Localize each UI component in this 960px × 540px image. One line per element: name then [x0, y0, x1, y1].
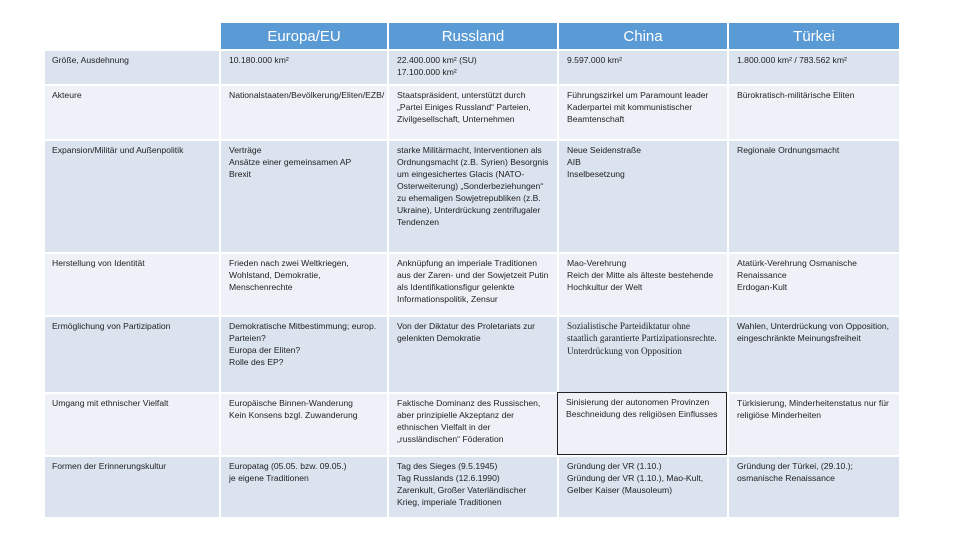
table-cell: 1.800.000 km² / 783.562 km² [727, 49, 899, 84]
table-cell: Europäische Binnen-Wanderung Kein Konsens bzgl. Zuwanderung [219, 392, 387, 455]
table-cell: Nationalstaaten/Bevölkerung/Eliten/EZB/ [219, 84, 387, 139]
table-cell: Frieden nach zwei Weltkriegen, Wohlstand, Demokratie, Menschenrechte [219, 252, 387, 315]
column-header-china: China [557, 21, 727, 49]
row-label: Expansion/Militär und Außenpolitik [43, 139, 219, 252]
table-cell: Verträge Ansätze einer gemeinsamen AP Brexit [219, 139, 387, 252]
table-cell: Mao-Verehrung Reich der Mitte als älteste bestehende Hochkultur der Welt [557, 252, 727, 315]
table-cell: 22.400.000 km² (SU) 17.100.000 km² [387, 49, 557, 84]
table-cell: Gründung der VR (1.10.) Gründung der VR (1.10.), Mao-Kult, Gelber Kaiser (Mausoleum) [557, 455, 727, 517]
row-label: Größe, Ausdehnung [43, 49, 219, 84]
table-cell: Von der Diktatur des Proletariats zur gelenkten Demokratie [387, 315, 557, 392]
table-cell: Neue Seidenstraße AIB Inselbesetzung [557, 139, 727, 252]
table-cell: Faktische Dominanz des Russischen, aber prinzipielle Akzeptanz der ethnischen Vielfalt in der „russländischen“ Föderation [387, 392, 557, 455]
table-cell: Europatag (05.05. bzw. 09.05.) je eigene Traditionen [219, 455, 387, 517]
table-cell: Tag des Sieges (9.5.1945) Tag Russlands (12.6.1990) Zarenkult, Großer Vaterländischer Krieg, imperiale Traditionen [387, 455, 557, 517]
column-header-tuerkei: Türkei [727, 21, 899, 49]
table-cell: Atatürk-Verehrung Osmanische Renaissance Erdogan-Kult [727, 252, 899, 315]
table-cell: Anknüpfung an imperiale Traditionen aus der Zaren- und der Sowjetzeit Putin als Identifikationsfigur gelenkte Informationspolitik, Zensur [387, 252, 557, 315]
table-cell: Demokratische Mitbestimmung; europ. Parteien? Europa der Eliten? Rolle des EP? [219, 315, 387, 392]
column-header-europa: Europa/EU [219, 21, 387, 49]
table-cell: Regionale Ordnungsmacht [727, 139, 899, 252]
row-label: Umgang mit ethnischer Vielfalt [43, 392, 219, 455]
table-cell: 10.180.000 km² [219, 49, 387, 84]
column-header-russland: Russland [387, 21, 557, 49]
table-cell: 9.597.000 km² [557, 49, 727, 84]
table-cell: Türkisierung, Minderheitenstatus nur für religiöse Minderheiten [727, 392, 899, 455]
table-cell: starke Militärmacht, Interventionen als Ordnungsmacht (z.B. Syrien) Besorgnis um eingesichertes Glacis (NATO-Osterweiterung) „Sonderbeziehungen“ zu ehemaligen Sowjetrepubliken (z.B. Ukraine), Unterdrückung zentrifugaler Tendenzen [387, 139, 557, 252]
table-cell: Staatspräsident, unterstützt durch „Partei Einiges Russland“ Parteien, Zivilgesellschaft, Unternehmen [387, 84, 557, 139]
row-label: Formen der Erinnerungskultur [43, 455, 219, 517]
table-cell: Bürokratisch-militärische Eliten [727, 84, 899, 139]
table-cell: Gründung der Türkei, (29.10.); osmanische Renaissance [727, 455, 899, 517]
table-cell: Führungszirkel um Paramount leader Kaderpartei mit kommunistischer Beamtenschaft [557, 84, 727, 139]
comparison-table [43, 21, 899, 517]
header-corner [43, 21, 219, 49]
table-cell: Sinisierung der autonomen Provinzen Beschneidung des religiösen Einflusses [557, 392, 727, 455]
table-cell: Sozialistische Parteidiktatur ohne staatlich garantierte Partizipationsrechte. Unterdrückung von Opposition [557, 315, 727, 392]
row-label: Herstellung von Identität [43, 252, 219, 315]
table-cell: Wahlen, Unterdrückung von Opposition, eingeschränkte Meinungsfreiheit [727, 315, 899, 392]
row-label: Ermöglichung von Partizipation [43, 315, 219, 392]
row-label: Akteure [43, 84, 219, 139]
